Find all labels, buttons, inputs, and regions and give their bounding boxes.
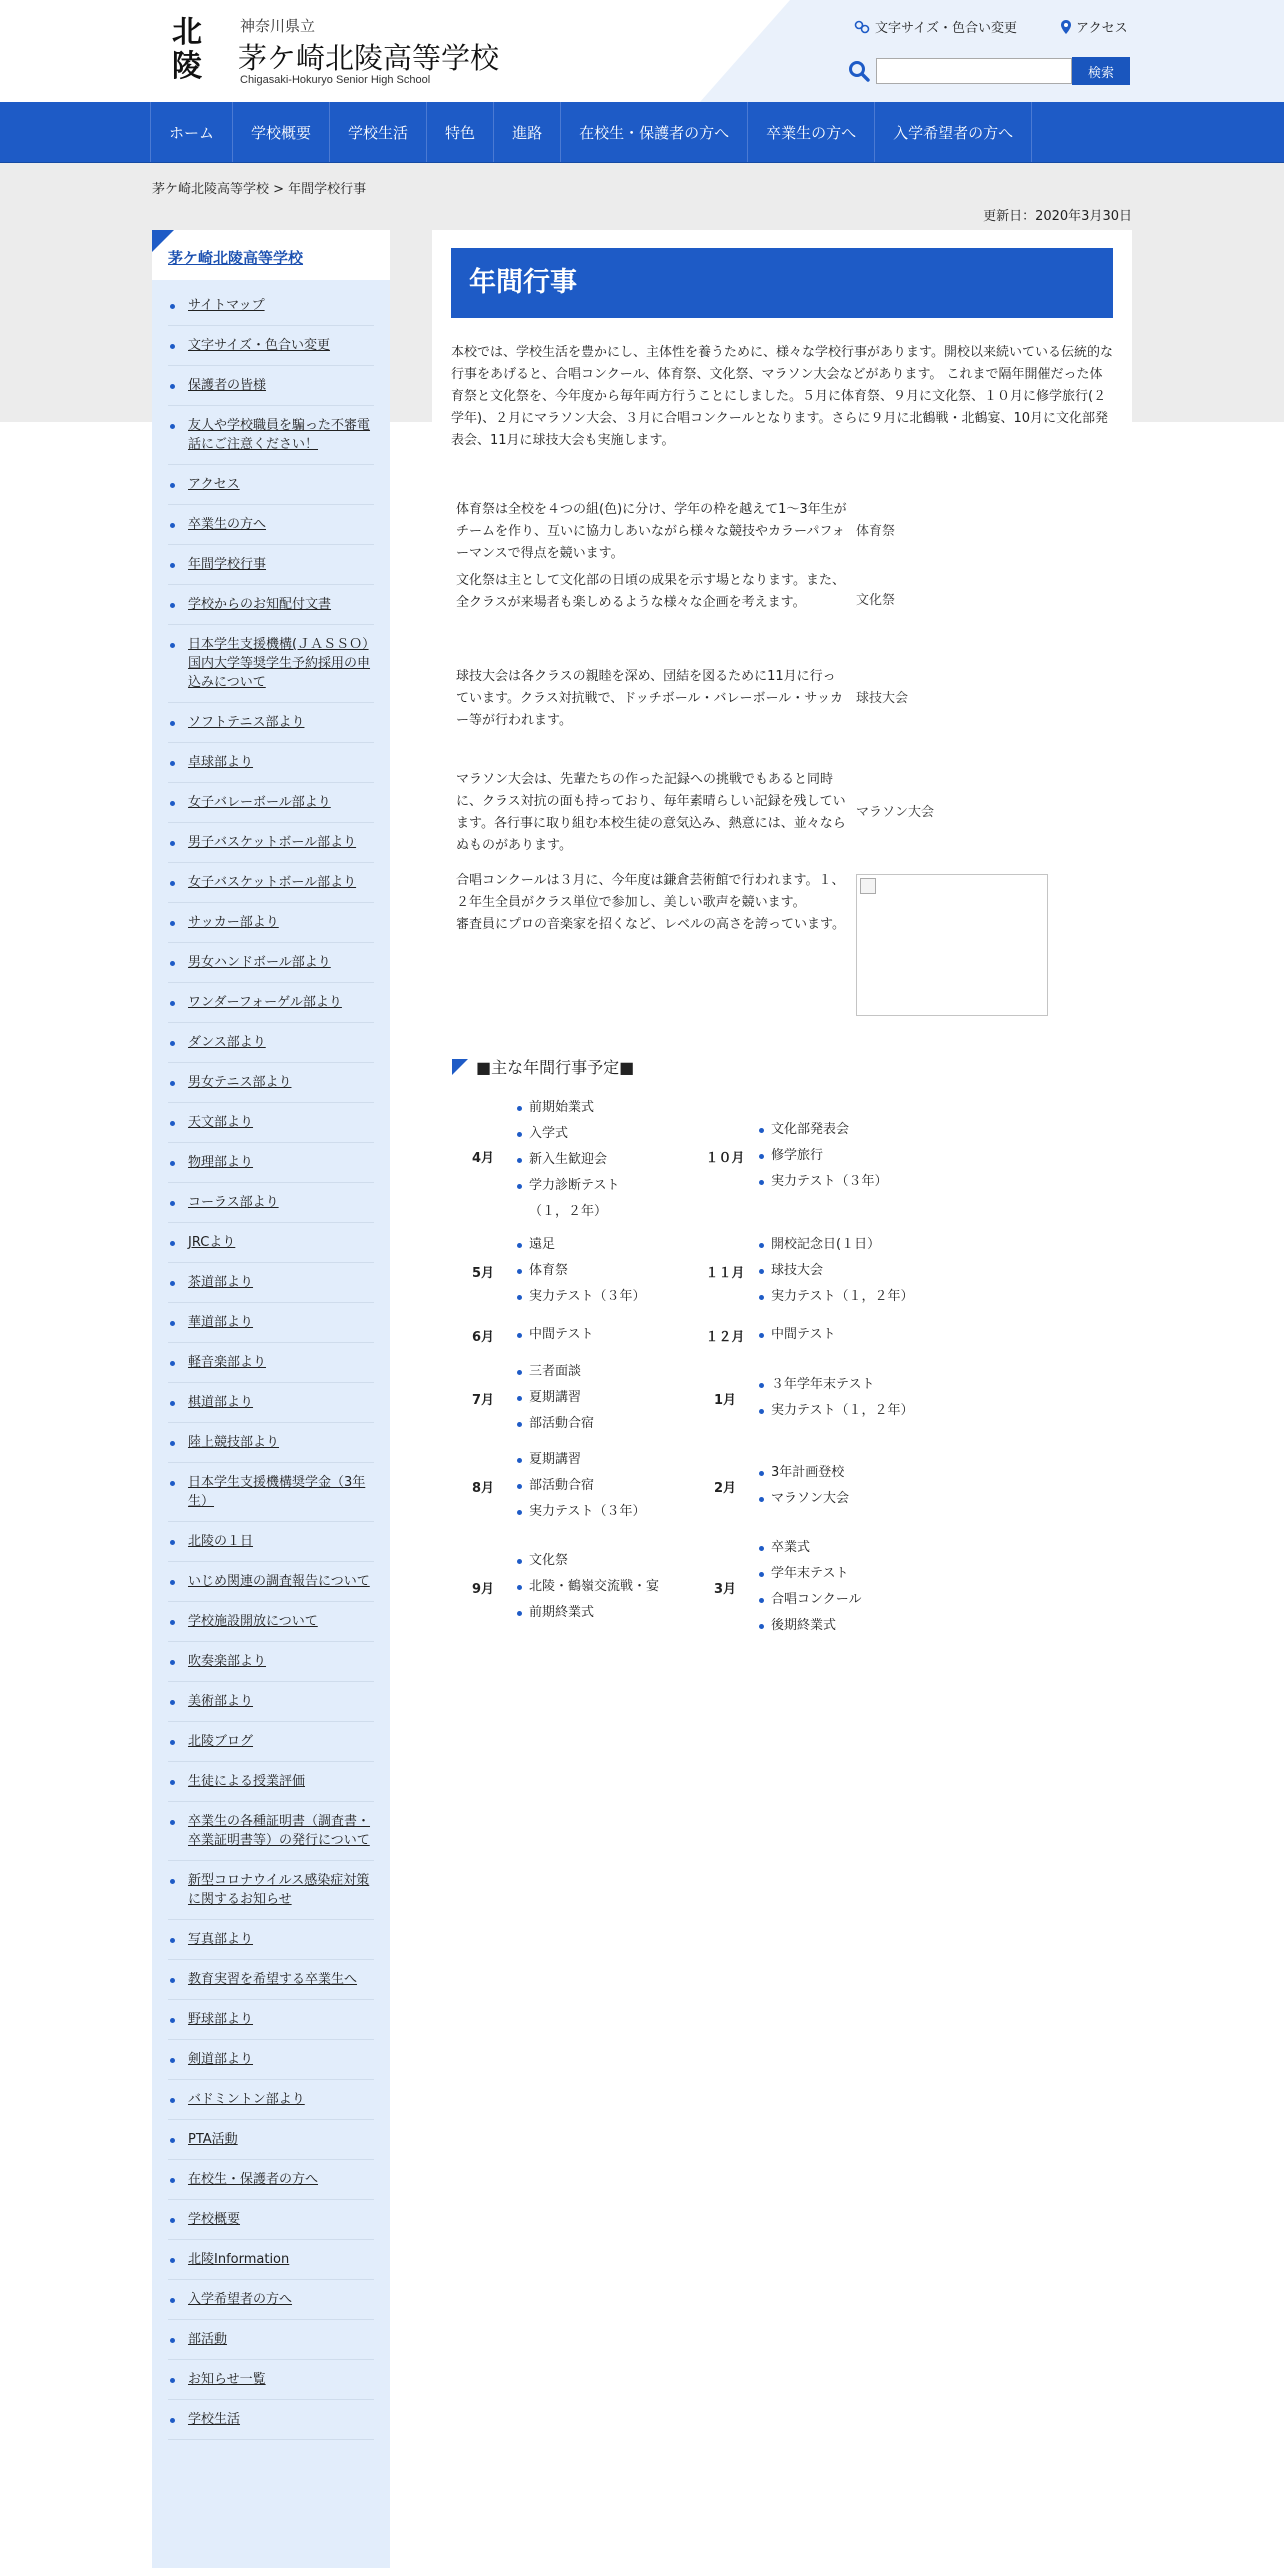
schedule-item: 卒業式 xyxy=(757,1535,935,1561)
schedule-item: 実力テスト（１，２年） xyxy=(757,1398,935,1424)
sidebar-item[interactable] xyxy=(168,1463,374,1522)
schedule-table xyxy=(452,1086,936,1644)
schedule-item: 中間テスト xyxy=(515,1322,693,1348)
schedule-item: 修学旅行 xyxy=(757,1143,935,1169)
map-pin-icon xyxy=(1061,20,1071,34)
font-size-icon xyxy=(854,20,870,34)
sidebar-item-label: 野球部より xyxy=(188,2012,254,2027)
month-label: １２月 xyxy=(705,1329,745,1345)
sidebar-item[interactable] xyxy=(168,1722,374,1762)
sidebar-item[interactable] xyxy=(168,1960,374,2000)
sidebar-item[interactable] xyxy=(168,545,374,585)
nav-item-school-life[interactable]: 学校生活 xyxy=(329,102,426,162)
schedule-item: 3年計画登校 xyxy=(757,1460,935,1486)
schedule-item: 新入生歓迎会 xyxy=(515,1147,693,1173)
sidebar-item-label: 男女ハンドボール部より xyxy=(188,955,331,970)
schedule-list xyxy=(515,1228,693,1314)
font-color-change-label: 文字サイズ・色合い変更 xyxy=(875,21,1017,36)
sidebar-item[interactable] xyxy=(168,625,374,703)
event-image: 球技大会 xyxy=(856,691,909,706)
sidebar-item-label: 新型コロナウイルス感染症対策に関するお知らせ xyxy=(188,1873,370,1907)
event-row xyxy=(452,568,1090,640)
event-image: 文化祭 xyxy=(856,593,896,608)
sidebar-item-label: 入学希望者の方へ xyxy=(188,2292,293,2307)
sidebar-item-label: 北陵ブログ xyxy=(188,1734,254,1749)
schedule-list xyxy=(515,1318,693,1352)
schedule-item-note: （１，２年） xyxy=(529,1204,608,1219)
sidebar-item[interactable] xyxy=(168,823,374,863)
logo-char: 北 xyxy=(172,15,202,50)
sidebar-item-label: 茶道部より xyxy=(188,1275,254,1290)
header-tint xyxy=(700,0,1284,102)
sidebar-item-label: コーラス部より xyxy=(188,1195,279,1210)
schedule-list xyxy=(757,1368,935,1428)
sidebar-item-label: いじめ関連の調査報告について xyxy=(188,1574,370,1589)
schedule-item: 実力テスト（１，２年） xyxy=(757,1284,935,1310)
schedule-item: 北陵・鶴嶺交流戦・宴 xyxy=(515,1574,693,1600)
font-color-change-link[interactable] xyxy=(854,17,1017,36)
nav-item-graduates[interactable]: 卒業生の方へ xyxy=(747,102,874,162)
sidebar-item[interactable] xyxy=(168,505,374,545)
broken-image-icon xyxy=(856,874,1048,1016)
event-image: 体育祭 xyxy=(856,524,896,539)
schedule-items xyxy=(514,1086,694,1226)
chorus-text: 合唱コンクールは３月に、今年度は鎌倉芸術館で行われます。１、２年生全員がクラス単位で参加し、美しい歌声を競います。 xyxy=(456,873,845,910)
sidebar-item-label: 軽音楽部より xyxy=(188,1355,267,1370)
month-label: １０月 xyxy=(705,1150,745,1166)
schedule-item: 三者面談 xyxy=(515,1359,693,1385)
schedule-item: 前期終業式 xyxy=(515,1600,693,1626)
sidebar-item[interactable] xyxy=(168,406,374,465)
schedule-item: 夏期講習 xyxy=(515,1385,693,1411)
schedule-row xyxy=(452,1354,936,1442)
sidebar-item[interactable] xyxy=(168,2000,374,2040)
sidebar-item-label: 女子バスケットボール部より xyxy=(188,875,357,890)
schedule-items xyxy=(756,1086,936,1226)
event-text: 球技大会は各クラスの親睦を深め、団結を図るために11月に行っています。クラス対抗戦で、ドッチボール・バレーボール・サッカー等が行われます。 xyxy=(456,669,844,728)
sidebar-item-label: ソフトテニス部より xyxy=(188,715,305,730)
sidebar-item-label: 棋道部より xyxy=(188,1395,254,1410)
schedule-items xyxy=(514,1316,694,1354)
sidebar-item[interactable] xyxy=(168,2360,374,2400)
sidebar-item[interactable] xyxy=(168,2320,374,2360)
nav-item-career[interactable]: 進路 xyxy=(493,102,560,162)
chorus-text-2: 審査員にプロの音楽家を招くなど、レベルの高さを誇っています。 xyxy=(456,917,845,932)
schedule-item: 部活動合宿 xyxy=(515,1473,693,1499)
schedule-item: 夏期講習 xyxy=(515,1447,693,1473)
event-row xyxy=(452,868,1090,1018)
sidebar-item[interactable] xyxy=(168,863,374,903)
sidebar-item-label: 学校概要 xyxy=(188,2212,241,2227)
schedule-item: 実力テスト（３年） xyxy=(515,1284,693,1310)
schedule-row xyxy=(452,1226,936,1316)
sidebar-item-label: 卒業生の方へ xyxy=(188,517,267,532)
sidebar-item-label: サイトマップ xyxy=(188,298,265,313)
breadcrumb[interactable]: 茅ケ崎北陵高等学校 > 年間学校行事 xyxy=(152,182,367,197)
schedule-item: 前期始業式 xyxy=(515,1095,693,1121)
sidebar-item[interactable] xyxy=(168,1263,374,1303)
schedule-item: 開校記念日(１日） xyxy=(757,1232,935,1258)
sidebar-item-label: 女子バレーボール部より xyxy=(188,795,331,810)
event-row xyxy=(452,758,1090,868)
sidebar-item[interactable] xyxy=(168,1183,374,1223)
schedule-list xyxy=(515,1091,693,1203)
schedule-item: 体育祭 xyxy=(515,1258,693,1284)
school-name-english: Chigasaki-Hokuryo Senior High School xyxy=(240,74,431,86)
nav-item-features[interactable]: 特色 xyxy=(426,102,493,162)
sidebar-item-label: 写真部より xyxy=(188,1932,254,1947)
event-text xyxy=(452,868,852,1018)
sidebar-item[interactable] xyxy=(168,585,374,625)
schedule-item: 球技大会 xyxy=(757,1258,935,1284)
sidebar-item-label: 男女テニス部より xyxy=(188,1075,292,1090)
sidebar-item[interactable] xyxy=(168,743,374,783)
schedule-item: 中間テスト xyxy=(757,1322,935,1348)
event-text: マラソン大会は、先輩たちの作った記録への挑戦でもあると同時に、クラス対抗の面も持っており、毎年素晴らしい記録を残しています。各行事に取り組む本校生徒の意気込み、熱意には、並々ならぬものがあります。 xyxy=(456,772,846,853)
sidebar-item[interactable] xyxy=(168,1642,374,1682)
nav-item-home[interactable]: ホーム xyxy=(150,102,232,162)
sidebar-item-label: 卒業生の各種証明書（調査書・卒業証明書等）の発行について xyxy=(188,1814,371,1848)
schedule-items xyxy=(756,1354,936,1442)
sidebar-list xyxy=(152,280,390,2440)
updated-date: 更新日：2020年3月30日 xyxy=(983,209,1132,224)
schedule-items xyxy=(756,1530,936,1644)
sidebar-item-label: 男子バスケットボール部より xyxy=(188,835,357,850)
sidebar-item-label: 日本学生支援機構奨学金（3年生） xyxy=(188,1475,366,1509)
schedule-list xyxy=(515,1355,693,1441)
logo-char: 陵 xyxy=(172,49,202,84)
access-link[interactable] xyxy=(1061,17,1128,36)
sidebar-item-label: 日本学生支援機構(ＪＡＳＳＯ）国内大学等奨学生予約採用の申込みについて xyxy=(188,637,371,690)
sidebar-item[interactable] xyxy=(168,1423,374,1463)
sidebar-item-label: 友人や学校職員を騙った不審電話にご注意ください！ xyxy=(188,418,371,452)
month-label: 6月 xyxy=(471,1329,495,1345)
schedule-heading-text: ■主な年間行事予定■ xyxy=(476,1058,635,1077)
sidebar-item[interactable] xyxy=(168,286,374,326)
schedule-list xyxy=(757,1456,935,1516)
sidebar-item[interactable] xyxy=(168,1602,374,1642)
schedule-item: ３年学年末テスト xyxy=(757,1372,935,1398)
sidebar-item-label: 年間学校行事 xyxy=(188,557,267,572)
sidebar-item[interactable] xyxy=(168,943,374,983)
access-label: アクセス xyxy=(1076,21,1128,36)
schedule-item: 合唱コンクール xyxy=(757,1587,935,1613)
search-icon xyxy=(848,60,870,82)
main-content xyxy=(432,230,1132,1644)
schedule-heading xyxy=(452,1056,1132,1080)
sidebar-item[interactable] xyxy=(168,2200,374,2240)
sidebar-item-label: JRCより xyxy=(188,1235,236,1250)
sidebar-item-label: 教育実習を希望する卒業生へ xyxy=(188,1972,358,1987)
page-title: 年間行事 xyxy=(451,248,1113,318)
schedule-item: 学力診断テスト xyxy=(515,1173,693,1199)
sidebar-item[interactable] xyxy=(168,465,374,505)
sidebar-item-label: 北陵Information xyxy=(188,2252,290,2267)
schedule-item: 学年末テスト xyxy=(757,1561,935,1587)
sidebar-item-label: 在校生・保護者の方へ xyxy=(188,2172,319,2187)
sidebar-item[interactable] xyxy=(168,2240,374,2280)
sidebar-item-label: 美術部より xyxy=(188,1694,254,1709)
sidebar-item[interactable] xyxy=(168,326,374,366)
sidebar-header xyxy=(152,230,390,280)
intro-text: 本校では、学校生活を豊かにし、主体性を養うために、様々な学校行事があります。開校以来続いている伝統的な行事をあげると、合唱コンクール、体育祭、文化祭、マラソン大会などがあります。 これまで隔年開催だった体育祭と文化祭を、今年度から毎年両方行うことにしました。５月に体育祭、９月に文化祭、１０月に修学旅行(２学年)、２月にマラソン大会、３月に合唱コンクールとなります。さらに９月に北鶴戦・北鶴宴、10月に文化部発表会、11月に球技大会も実施します。 xyxy=(451,345,1113,448)
schedule-item: 実力テスト（３年） xyxy=(757,1169,935,1195)
sidebar-item[interactable] xyxy=(168,2280,374,2320)
schedule-list xyxy=(757,1113,935,1199)
sidebar-item-label: ワンダーフォーゲル部より xyxy=(188,995,342,1010)
site-header xyxy=(0,0,1284,102)
event-image: マラソン大会 xyxy=(856,805,935,820)
event-image xyxy=(852,868,1090,1018)
sidebar-item-label: 物理部より xyxy=(188,1155,254,1170)
sidebar-item[interactable] xyxy=(168,2040,374,2080)
sidebar-item[interactable] xyxy=(168,1920,374,1960)
nav-item-prospective[interactable]: 入学希望者の方へ xyxy=(874,102,1032,162)
sidebar-item[interactable] xyxy=(168,1682,374,1722)
month-label: 9月 xyxy=(471,1581,495,1597)
sidebar-item-label: ダンス部より xyxy=(188,1035,266,1050)
sidebar-item[interactable] xyxy=(168,1522,374,1562)
sidebar-item-label: 保護者の皆様 xyxy=(188,378,267,393)
sidebar-item[interactable] xyxy=(168,1023,374,1063)
schedule-item: 実力テスト（３年） xyxy=(515,1499,693,1525)
sidebar-item-label: 部活動 xyxy=(188,2332,228,2347)
sidebar-item[interactable] xyxy=(168,703,374,743)
sidebar-item-label: 吹奏楽部より xyxy=(188,1654,267,1669)
schedule-item: 入学式 xyxy=(515,1121,693,1147)
schedule-item: マラソン大会 xyxy=(757,1486,935,1512)
site-search xyxy=(848,57,1130,85)
sidebar-item-label: 天文部より xyxy=(188,1115,254,1130)
month-label: 5月 xyxy=(471,1265,495,1281)
schedule-list xyxy=(757,1531,935,1643)
sidebar-item[interactable] xyxy=(168,1063,374,1103)
month-label: 2月 xyxy=(713,1480,737,1496)
sidebar-item[interactable] xyxy=(168,1802,374,1861)
sidebar-item[interactable] xyxy=(168,1562,374,1602)
sidebar-item[interactable] xyxy=(168,1143,374,1183)
nav-item-students-parents[interactable]: 在校生・保護者の方へ xyxy=(560,102,747,162)
sidebar-item-label: 剣道部より xyxy=(188,2052,254,2067)
event-row xyxy=(452,496,1090,568)
sidebar-item-label: アクセス xyxy=(188,477,240,492)
corner-accent xyxy=(452,1059,468,1075)
sidebar-item[interactable] xyxy=(168,1762,374,1802)
sidebar-title-link[interactable]: 茅ケ崎北陵高等学校 xyxy=(168,249,304,267)
month-label: 7月 xyxy=(471,1392,495,1408)
sidebar-item-label: お知らせ一覧 xyxy=(188,2372,266,2387)
schedule-items xyxy=(756,1316,936,1354)
sidebar-item-label: バドミントン部より xyxy=(188,2092,305,2107)
schedule-row xyxy=(452,1086,936,1226)
schedule-row xyxy=(452,1316,936,1354)
event-row xyxy=(452,640,1090,758)
sidebar-item[interactable] xyxy=(168,2400,374,2440)
sidebar-item[interactable] xyxy=(168,1223,374,1263)
month-label: 1月 xyxy=(713,1392,737,1408)
sidebar-item[interactable] xyxy=(168,783,374,823)
school-name[interactable]: 茅ケ崎北陵高等学校 xyxy=(238,41,500,75)
sidebar-item[interactable] xyxy=(168,1343,374,1383)
event-text: 体育祭は全校を４つの組(色)に分け、学年の枠を越えて1～3年生がチームを作り、互いに協力しあいながら様々な競技やカラーパフォーマンスで得点を競います。 xyxy=(456,502,847,561)
school-prefecture: 神奈川県立 xyxy=(240,17,316,35)
schedule-list xyxy=(515,1443,693,1529)
schedule-item: 遠足 xyxy=(515,1232,693,1258)
month-label: １１月 xyxy=(705,1265,745,1281)
sidebar-item-label: サッカー部より xyxy=(188,915,279,930)
search-input[interactable] xyxy=(876,58,1072,84)
sidebar-item-label: 卓球部より xyxy=(188,755,254,770)
global-navigation xyxy=(0,102,1284,163)
schedule-row xyxy=(452,1442,936,1530)
month-label: 8月 xyxy=(471,1480,495,1496)
nav-item-about[interactable]: 学校概要 xyxy=(232,102,329,162)
schedule-items xyxy=(514,1442,694,1530)
schedule-item: 文化部発表会 xyxy=(757,1117,935,1143)
sidebar-item[interactable] xyxy=(168,903,374,943)
schedule-item: 文化祭 xyxy=(515,1548,693,1574)
sidebar-item-label: PTA活動 xyxy=(188,2132,238,2147)
schedule-items xyxy=(756,1226,936,1316)
sidebar-item-label: 華道部より xyxy=(188,1315,254,1330)
school-logo[interactable] xyxy=(166,16,208,84)
month-label: 4月 xyxy=(471,1150,495,1166)
schedule-items xyxy=(514,1530,694,1644)
sidebar-item[interactable] xyxy=(168,1303,374,1343)
sidebar-item-label: 陸上競技部より xyxy=(188,1435,280,1450)
sidebar-item[interactable] xyxy=(168,1383,374,1423)
schedule-list xyxy=(757,1318,935,1352)
sidebar-item[interactable] xyxy=(168,2160,374,2200)
schedule-row xyxy=(452,1530,936,1644)
schedule-list xyxy=(757,1228,935,1314)
sidebar xyxy=(152,230,390,2568)
event-text: 文化祭は主として文化部の日頃の成果を示す場となります。また、全クラスが来場者も楽しめるような様々な企画を考えます。 xyxy=(456,573,845,610)
schedule-items xyxy=(514,1354,694,1442)
events-table xyxy=(452,496,1090,1018)
schedule-item: 後期終業式 xyxy=(757,1613,935,1639)
sidebar-item[interactable] xyxy=(168,983,374,1023)
sidebar-item-label: 学校からのお知配付文書 xyxy=(188,597,332,612)
schedule-items xyxy=(514,1226,694,1316)
sidebar-item-label: 学校施設開放について xyxy=(188,1614,318,1629)
schedule-item: 部活動合宿 xyxy=(515,1411,693,1437)
search-button[interactable]: 検索 xyxy=(1072,57,1130,85)
sidebar-item[interactable] xyxy=(168,2120,374,2160)
sidebar-item[interactable] xyxy=(168,366,374,406)
sidebar-item[interactable] xyxy=(168,2080,374,2120)
sidebar-item[interactable] xyxy=(168,1103,374,1143)
sidebar-item[interactable] xyxy=(168,1861,374,1920)
sidebar-item-label: 北陵の１日 xyxy=(188,1534,254,1549)
schedule-items xyxy=(756,1442,936,1530)
month-label: 3月 xyxy=(713,1581,737,1597)
schedule-list xyxy=(515,1544,693,1630)
sidebar-item-label: 生徒による授業評価 xyxy=(188,1774,306,1789)
sidebar-item-label: 学校生活 xyxy=(188,2412,241,2427)
sidebar-item-label: 文字サイズ・色合い変更 xyxy=(188,338,330,353)
